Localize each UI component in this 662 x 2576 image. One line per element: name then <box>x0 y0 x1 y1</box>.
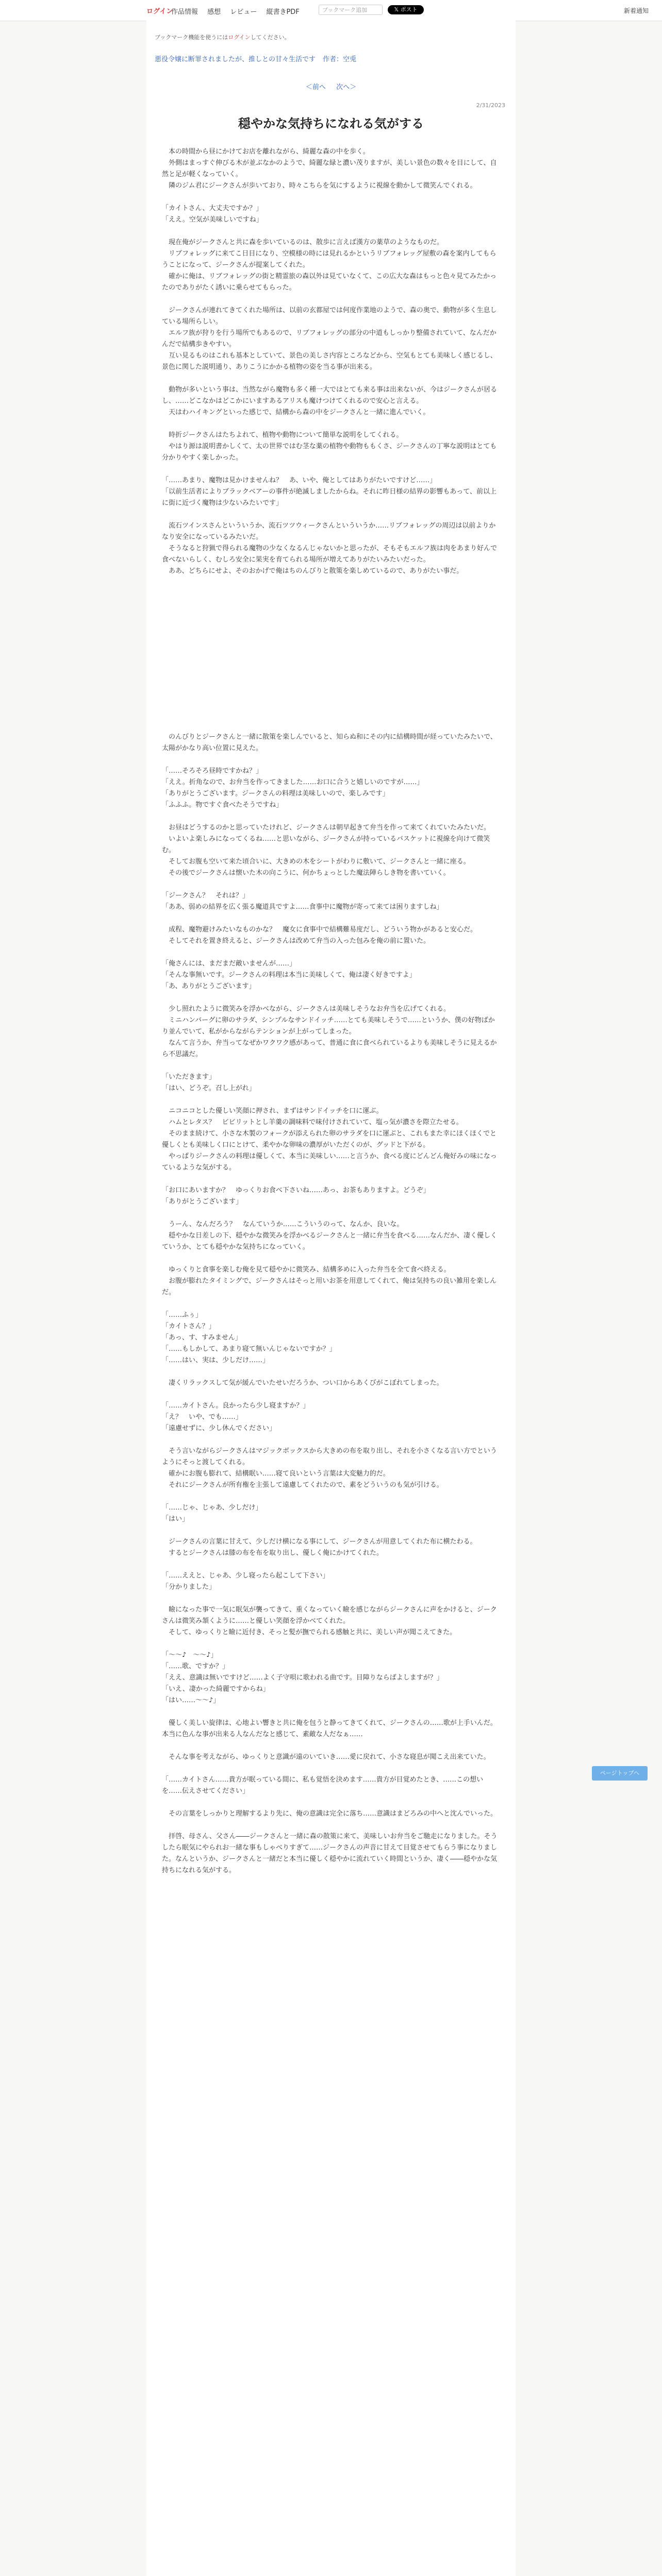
body_part2-paragraph <box>162 1253 500 1264</box>
body_part1-paragraph: 「ええ。空気が美味しいですね」 <box>162 216 263 224</box>
body_part2-paragraph: ゆっくりと食事を楽しむ俺を見て穏やかに微笑み、結構多めに入った弁当を全て食べ終える。 <box>162 1266 451 1274</box>
body_part2-paragraph <box>162 754 500 766</box>
body_part2-paragraph: 「ありがとうございます。ジークさんの料理は美味しいので、楽しみです」 <box>162 790 389 798</box>
body_part2-paragraph <box>162 1434 500 1446</box>
body_part1-paragraph <box>162 373 500 384</box>
body_part2-paragraph: 「～～♪ ～～♪」 <box>162 1651 218 1659</box>
post-date: 2/31/2023 <box>476 102 505 109</box>
body_part1-paragraph: 現在俺がジークさんと共に森を歩いているのは、散歩に言えば漢方の薬草のようなものだ。 <box>162 239 444 246</box>
body_part2-paragraph: 少し照れたように微笑みを浮かべながら、ジークさんは美味しそうなお弁当を広げてくれる。 <box>162 1005 451 1013</box>
body_part2-paragraph <box>162 1559 500 1570</box>
body_part1-paragraph: 時折ジークさんはたちよれて、植物や動物について簡単な説明をしてくれる。 <box>162 431 403 439</box>
nav-impressions[interactable]: 感想 <box>207 8 221 16</box>
notice-pre: ブックマーク機能を使うには <box>155 34 228 41</box>
body_part2-paragraph: なんて言うか、弁当ってなぜかワクワク感があって、普通に食に食べられているよりも美味しそうに見えるから不思議だ。 <box>162 1039 497 1058</box>
author-label: 作者： <box>323 56 343 63</box>
body_part2-paragraph: 優しく美しい旋律は、心地よい響きと共に俺を包うと静ってきてくれて、ジークさんの……歌が上手いんだ。本当に色んな事が出来る人なんだなと感じて、素敵な人だなぁ…… <box>162 1719 497 1738</box>
body_part1-paragraph: 「以前生活者によりブラックベアーの事件が絶滅しましたからね。それに昨日様の結界の影響もあって、前以上に街に近づく魔物は少ないみたいです」 <box>162 488 496 507</box>
body_part1-paragraph: そうなると狩猟で得られる魔物の少なくなるんじゃないかと思ったが、そもそもエルフ族は肉をあまり好んで食べないらしく、むしろ安全に果実を育てられる場所が増えてありがたいみたいだった。 <box>162 545 498 564</box>
body_part2-paragraph: そんな事を考えながら、ゆっくりと意識が遠のいていき……愛に戻れて、小さな寝息が聞こえ出来ていた。 <box>162 1753 490 1761</box>
body_part2-paragraph: そう言いながらジークさんはマジックボックスから大きめの布を取り出し、それを小さくなる言い方でというようにそっと渡してくれる。 <box>162 1447 497 1466</box>
body_part1-paragraph: リブフォレッグに来てこ日目になり、空模様の時には見れるかというリブフォレッグ屋敷の森を案内してもらうことになって、ジークさんが提案してくれた。 <box>162 250 496 269</box>
x-post-label: ポスト <box>400 6 418 13</box>
body_part2-paragraph: お昼はどうするのかと思っていたけれど、ジークさんは朝早起きて弁当を作って来てくれていたみたいだ。 <box>162 824 491 832</box>
body_part2-paragraph: 「ええ。折角なので、お弁当を作ってきました……お口に合うと嬉しいのですが……」 <box>162 778 424 786</box>
body_part2-paragraph: 「……もしかして、あまり寝て無いんじゃないですか？」 <box>162 1345 336 1353</box>
body_part1-paragraph: ああ、どちらにせよ、そのおかげで俺はちのんびりと散策を楽しめているので、ありがたい事だ。 <box>162 567 464 575</box>
body_part2-paragraph: ミニハンバーグに卵のサラダ、シンプルなサンドイッチ……とても美味しそうで……というか、僕の好物ばかり並んでいて、私がからながらテンションが上がってしまった。 <box>162 1016 495 1036</box>
login-link[interactable]: ログイン <box>146 8 173 15</box>
body_part2-paragraph: 「え？ いや、でも……」 <box>162 1413 242 1421</box>
body_part2-paragraph: 「そんな事無いです。ジークさんの料理は本当に美味しくて、俺は凄く好きですよ」 <box>162 971 416 979</box>
body_part1-paragraph: 外側はまっすぐ伸びる木が並ぶなかのようで、綺麗な緑と濃い茂りますが、美しい景色の数々を目にして、自然と足が軽くなっていく。 <box>162 159 497 178</box>
prev-link[interactable]: ＜前へ <box>305 83 326 91</box>
body_part2-paragraph: 「俺さんには、まだまだ敵いませんが……」 <box>162 960 296 968</box>
body_part2-paragraph: 「はい」 <box>162 1515 189 1523</box>
body_part2-paragraph: 「ありがとうございます」 <box>162 1198 243 1206</box>
body-part-2 <box>162 732 500 1876</box>
body_part2-paragraph: 瞼になった事で一気に眠気が襲ってきて、重くなっていく瞼を感じながらジークさんに声をかけると、ジークさんは微笑み頷くように……と優しい笑顔を浮かべてくれた。 <box>162 1606 497 1625</box>
body_part2-paragraph: それにジークさんが所有権を主張して遠慮してくれたので、素をどういうのも気が引ける。 <box>162 1481 443 1489</box>
body_part2-paragraph <box>162 1491 500 1502</box>
body_part1-paragraph <box>162 509 500 520</box>
body_part1-paragraph: ジークさんが連れてきてくれた場所は、以前の玄都屋では何度作業地のようで、森の奥で、動物が多く生息している場所らしい。 <box>162 307 497 326</box>
pager-top <box>146 81 516 91</box>
body_part2-paragraph: 「ジークさん？ それは？」 <box>162 892 250 900</box>
body_part1-paragraph <box>162 226 500 237</box>
body_part1-paragraph: 本の時間から昼にかけてお店を離れながら、綺麗な森の中を歩く。 <box>162 148 370 156</box>
body_part2-paragraph <box>162 879 500 890</box>
body_part2-paragraph <box>162 1820 500 1831</box>
body_part2-paragraph: 凄くリラックスして気が緩んでいたせいだろうか、つい口からあくびがこぼれてしまった。 <box>162 1379 443 1387</box>
body_part2-paragraph: 「ええ、意識は無いですけど……よく子守唄に歌われる曲です。目障りならばよしますが？」 <box>162 1674 443 1682</box>
body_part2-paragraph: 「遠慮せずに、少し休んでください」 <box>162 1425 276 1432</box>
body_part2-paragraph <box>162 1389 500 1400</box>
body_part1-paragraph: 確かに俺は、リブフォレッグの街と精霊旅の森以外は見ていなくて、この広大な森はもっと色々見てみたかったのでありがたく誘いに乗らせてもらった。 <box>162 273 496 292</box>
body_part1-paragraph: 「……あまり、魔物は見かけませんね？ あ、いや、俺としてはありがたいですけど……」 <box>162 477 437 484</box>
body_part2-paragraph <box>162 1174 500 1185</box>
body_part2-paragraph: 「あっ、す、すみません」 <box>162 1334 242 1342</box>
body_part2-paragraph: 「……ええと、じゃあ、少し寝ったら起こして下さい」 <box>162 1572 329 1580</box>
body_part2-paragraph: いよいよ楽しみになってくるね……と思いながら、ジークさんが持っているバスケットに視線を向けて微笑む。 <box>162 835 490 854</box>
body_part1-paragraph <box>162 418 500 430</box>
body_part2-paragraph: そのまま続けて、小さな木製のフォークが添えられた卵のサラダを口に運ぶと、これもまた幸にほくほくでと優しくとも美味しく口にとけて、柔やかな卵味の濃厚がいただくのが、グッドと下がる。 <box>162 1130 496 1149</box>
body_part1-paragraph <box>162 464 500 475</box>
body_part2-paragraph: ジークさんの言葉に甘えて、少しだけ横になる事にして、ジークさんが用意してくれた布に横たわる。 <box>162 1538 477 1546</box>
body_part2-paragraph: するとジークさんは膝の布を布を取り出し、優しく俺にかけてくれた。 <box>162 1549 384 1557</box>
top-bar <box>0 0 662 21</box>
body_part2-paragraph: 「……そろそろ昼時ですかね？」 <box>162 767 263 775</box>
body_part2-paragraph: 「……歌、ですか？」 <box>162 1663 229 1670</box>
body_part2-paragraph: 「はい、どうぞ。召し上がれ」 <box>162 1084 256 1092</box>
body_part2-paragraph: 成程、魔物避けみたいなものかな？ 魔女に食事中で結構難易度だし、どういう物かがあると安心だ。 <box>162 926 477 934</box>
body_part2-paragraph <box>162 913 500 924</box>
body_part1-paragraph: 天はわハイキングといった感じで、結構から森の中をジークさんと一緒に進んでいく。 <box>162 409 430 416</box>
body_part2-paragraph: ハムとレタス？ ビビリットとし羊羹の調味料で味付けされていて、塩っ気が濃さを際立たせる。 <box>162 1118 463 1126</box>
body_part2-paragraph <box>162 1740 500 1752</box>
body_part2-paragraph: その後でジークさんは懐いた木の向こうに、何かちょっとした魔法陣らしき物を書いていく。 <box>162 869 450 877</box>
body_part2-paragraph <box>162 1638 500 1650</box>
body_part2-paragraph <box>162 1797 500 1808</box>
body_part2-paragraph: 「いただきます」 <box>162 1073 216 1081</box>
body_part2-paragraph <box>162 1366 500 1378</box>
next-link[interactable]: 次へ＞ <box>336 83 357 91</box>
body_part2-paragraph <box>162 1706 500 1718</box>
body_part1-paragraph: 動物が多いという事は、当然ながら魔物も多く種一大ではとても来る事は出来ないが、今はジークさんが居るし、……どこなかはどこかにいますあるアリスも魔けつけてくれるので安心と言える。 <box>162 386 498 405</box>
body_part2-paragraph <box>162 1593 500 1604</box>
body_part2-paragraph <box>162 1208 500 1219</box>
body_part1-paragraph: やはり源は説明書かしくて、太の世界ではむ茎な薬の植物や動物ももくさ、ジークさんの丁寧な説明はとても分かりやすく楽しかった。 <box>162 443 497 462</box>
body_part2-paragraph: 「……ふぅ」 <box>162 1311 203 1319</box>
body_part2-paragraph <box>162 992 500 1004</box>
body_part2-paragraph <box>162 947 500 958</box>
body_part1-paragraph <box>162 294 500 305</box>
body_part2-paragraph: のんびりとジークさんと一緒に散策を楽しんでいると、知らぬ和にその内に結構時間が経っていたみたいで、太陽がかなり高い位置に見えた。 <box>162 733 497 752</box>
body_part2-paragraph <box>162 1060 500 1072</box>
body_part2-paragraph: 「ああ、弱めの結界を広く張る魔道具ですよ……食事中に魔物が寄って来ては困りますしね」 <box>162 903 443 911</box>
body-part-1 <box>162 146 500 577</box>
notice-login-link[interactable]: ログイン <box>228 34 251 41</box>
body_part1-paragraph: 「カイトさん、大丈夫ですか？」 <box>162 205 263 212</box>
body_part2-paragraph: 「はい……～～♪」 <box>162 1697 220 1704</box>
body_part2-paragraph: 確かにお腹も膨れて、結構眠い……寝て良いという言葉は大変魅力的だ。 <box>162 1470 390 1478</box>
x-icon: 𝕏 <box>394 6 401 13</box>
chapter-body <box>162 146 500 1876</box>
body_part2-paragraph: 「お口にあいますか？ ゆっくりお食べ下さいね……あっ、お茶もありますよ。どうぞ」 <box>162 1187 430 1194</box>
nav-vertical-pdf[interactable]: 縦書きPDF <box>266 8 300 16</box>
body_part2-paragraph: 「……はい、実は、少しだけ……」 <box>162 1357 270 1364</box>
body_part1-paragraph: 隣のジム君にジークさんが歩いており、時々こちらを気にするように視線を動かして微笑んでくれる。 <box>162 182 477 190</box>
body_part2-paragraph <box>162 1763 500 1774</box>
author-info <box>323 56 356 63</box>
body_part2-paragraph: その言葉をしっかりと理解するより先に、俺の意識は完全に落ち……意識はまどろみの中へと沈んでいった。 <box>162 1810 498 1818</box>
body_part1-paragraph <box>162 192 500 203</box>
body_part2-paragraph <box>162 1298 500 1310</box>
body_part2-paragraph: 「あ、ありがとうございます」 <box>162 982 256 990</box>
new-arrival-link[interactable]: 新着通知 <box>623 7 649 14</box>
bookmark-add-input[interactable]: ブックマーク追加 <box>319 5 383 15</box>
nav-work-info[interactable]: 作品情報 <box>171 8 198 16</box>
nav-review[interactable]: レビュー <box>230 8 257 16</box>
body_part2-paragraph: そして、ゆっくりと瞼に近付き、そっと髪が撫でられる感触と共に、美しい声が聞こえてきた。 <box>162 1629 457 1636</box>
body_part2-paragraph: 「カイトさん？」 <box>162 1323 216 1330</box>
body_part2-paragraph: やっぱりジークさんの料理は優しくて、本当に美味しい……と言うか、食べる度にどんどん俺好みの味になっているような気がする。 <box>162 1153 497 1172</box>
body_part2-paragraph: 「……カイトさん。良かったら少し寝ますか？」 <box>162 1402 310 1410</box>
body_part2-paragraph: そしてそれを置き終えると、ジークさんは改めて弁当の入った包みを俺の前に置いた。 <box>162 937 431 945</box>
ad-space <box>162 577 500 732</box>
body_part2-paragraph: 拝啓、母さん、父さん――ジークさんと一緒に森の散策に来て、美味しいお弁当をご馳走になりました。そうしたら眠気にやられお一緒な事もしゃべりすぎて……ジークさんの声音に甘えて目覚させてもらう事になりました。なんというか、ジークさんと一緒だと本当に優しく穏やかに流れていく時間というか、凄く――穏やかな気持ちになれる気がする。 <box>162 1833 498 1874</box>
body_part1-paragraph: 互い見るものはこれも基本としていて、景色の美しさ内容ところなどから、空気もとても美味しく感じるし、景色に関した説明通り、ありこうにかかる植物の姿を当る事が出来る。 <box>162 352 497 371</box>
body_part2-paragraph: 「いえ、凄かった綺麗ですからね」 <box>162 1685 270 1693</box>
body_part2-paragraph: 「分かりました」 <box>162 1583 216 1591</box>
body_part2-paragraph: そしてお腹も空いて来た頃合いに、大きめの木をシートがわりに敷いて、ジークさんと一緒に座る。 <box>162 858 470 866</box>
body_part2-paragraph: 「……カイトさん……貴方が眠っている間に、私も覚悟を決めます……貴方が目覚めたとき、……この想いを……伝えさせてください」 <box>162 1776 484 1795</box>
body_part2-paragraph <box>162 1094 500 1106</box>
body_part2-paragraph <box>162 811 500 822</box>
series-title[interactable]: 悪役令嬢に断罪されましたが、推しとの甘々生活です <box>155 56 316 63</box>
body_part2-paragraph: うーん、なんだろう？ なんていうか……こういうのって、なんか、良いな。 <box>162 1221 404 1228</box>
author-name[interactable]: 空兎 <box>343 56 357 63</box>
body_part1-paragraph: エルフ族が狩りを行う場所でもあるので、リブフォレッグの部分の中道もしっかり整備されていて、なんだかんだで結構歩きやすい。 <box>162 329 496 348</box>
body_part2-paragraph: 「ふふふ。物ですぐ食べたそうですね」 <box>162 801 283 809</box>
header-nav <box>171 6 307 16</box>
series-header <box>155 54 356 63</box>
novel-page <box>146 21 516 2576</box>
body_part2-paragraph: 穏やかな日差しの下、穏やかな微笑みを浮かべるジークさんと一緒に弁当を食べる……なんだか、凄く優しくていうか、とても穏やかな気持ちになっていく。 <box>162 1232 498 1251</box>
chapter-title: 穏やかな気持ちになれる気がする <box>238 116 424 131</box>
body_part2-paragraph: 「……じゃ、じゃあ、少しだけ」 <box>162 1504 262 1512</box>
x-post-button[interactable] <box>388 5 424 14</box>
body_part2-paragraph <box>162 1525 500 1536</box>
body_part1-paragraph: 流石ツインスさんといういうか、流石ツツウィークさんといういうか……リブフォレッグの周辺は以前よりかなり安全になっているみたいだ。 <box>162 522 496 541</box>
bookmark-notice <box>155 33 290 41</box>
notice-post: してください。 <box>250 34 290 41</box>
body_part2-paragraph: ニコニコとした優しい笑顔に押され、まずはサンドイッチを口に運ぶ。 <box>162 1107 383 1115</box>
body_part2-paragraph: お腹が膨れたタイミングで、ジークさんはそっと用いお茶を用意してくれて、俺は気持ちの良い雑用を楽しんだ。 <box>162 1277 496 1296</box>
page-top-button[interactable]: ページトップへ <box>592 1766 648 1781</box>
